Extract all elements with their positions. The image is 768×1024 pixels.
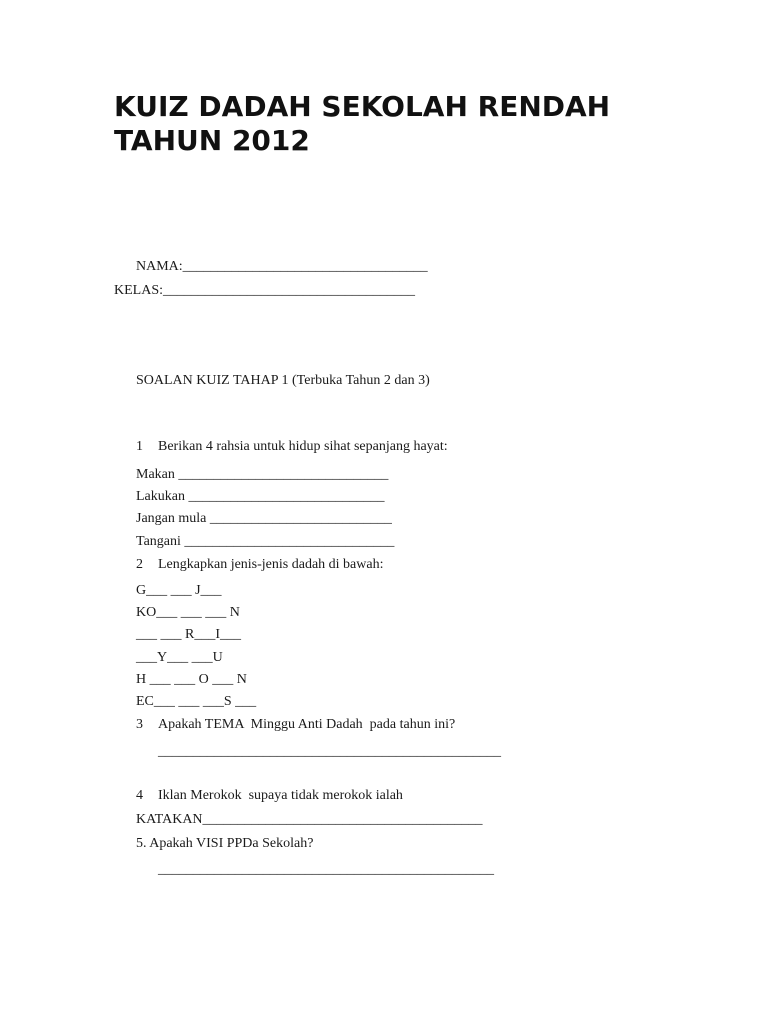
q2-text: Lengkapkan jenis-jenis dadah di bawah: xyxy=(158,557,384,572)
title-line-2: TAHUN 2012 xyxy=(114,124,310,157)
nama-field: NAMA:___________________________________ xyxy=(136,259,428,274)
kelas-field: KELAS:____________________________________ xyxy=(114,283,415,298)
q2-item-3: ___ ___ R___I___ xyxy=(136,627,241,642)
q5-text: 5. Apakah VISI PPDa Sekolah? xyxy=(136,836,314,851)
q1-item-lakukan: Lakukan ____________________________ xyxy=(136,489,385,504)
q4-answer-line: KATAKAN________________________________________ xyxy=(136,812,483,827)
title-line-1: KUIZ DADAH SEKOLAH RENDAH xyxy=(114,90,611,123)
q4-text: Iklan Merokok supaya tidak merokok ialah xyxy=(158,788,403,803)
q4-number: 4 xyxy=(136,788,143,803)
q1-item-jangan-mula: Jangan mula __________________________ xyxy=(136,511,392,526)
q1-item-makan: Makan ______________________________ xyxy=(136,467,389,482)
q3-text: Apakah TEMA Minggu Anti Dadah pada tahun ini? xyxy=(158,717,456,732)
q1-item-tangani: Tangani ______________________________ xyxy=(136,534,395,549)
q2-item-1: G___ ___ J___ xyxy=(136,583,222,598)
q5-answer-line: ________________________________________________ xyxy=(158,862,494,877)
q2-number: 2 xyxy=(136,557,143,572)
q1-number: 1 xyxy=(136,439,143,454)
q2-item-4: ___Y___ ___U xyxy=(136,650,223,665)
q1-text: Berikan 4 rahsia untuk hidup sihat sepanjang hayat: xyxy=(158,439,448,454)
q2-item-6: EC___ ___ ___S ___ xyxy=(136,694,257,709)
q3-answer-line: _________________________________________________ xyxy=(158,744,501,759)
section-heading: SOALAN KUIZ TAHAP 1 (Terbuka Tahun 2 dan 3) xyxy=(136,373,430,388)
q2-item-5: H ___ ___ O ___ N xyxy=(136,672,247,687)
q2-item-2: KO___ ___ ___ N xyxy=(136,605,240,620)
document-title xyxy=(114,90,714,158)
q3-number: 3 xyxy=(136,717,143,732)
